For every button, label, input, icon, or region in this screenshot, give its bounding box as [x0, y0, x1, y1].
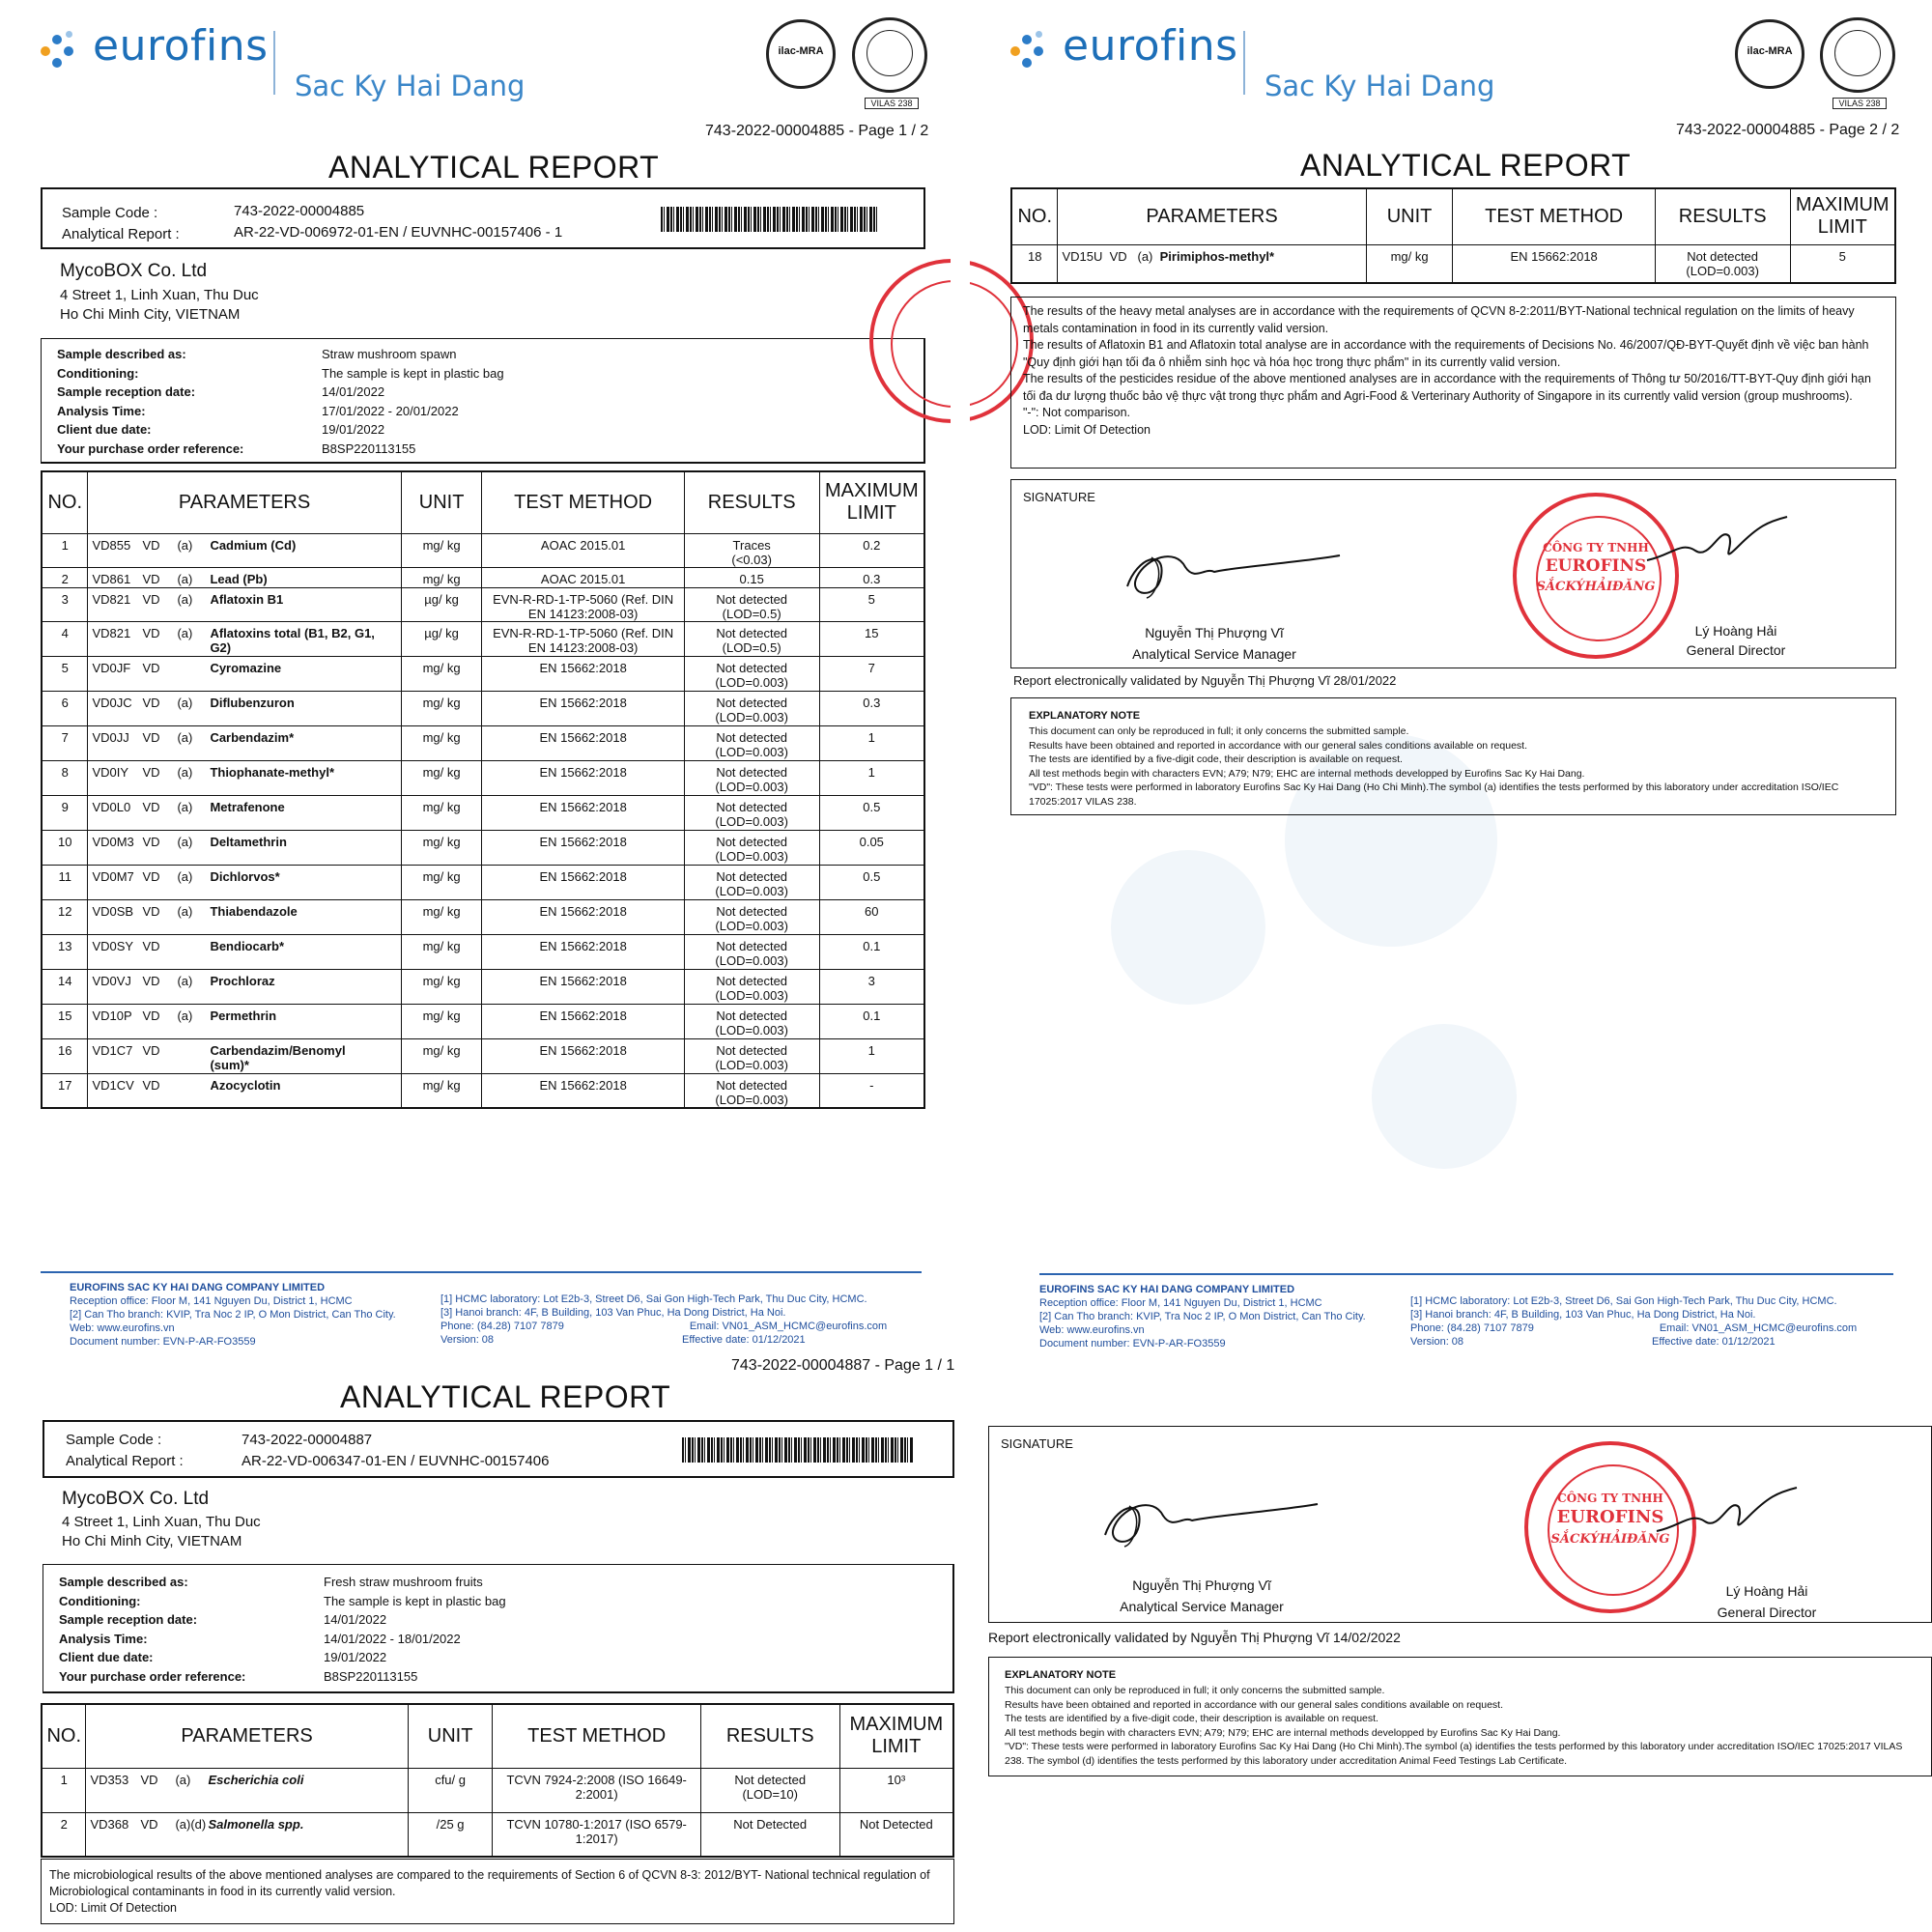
- parameter-cell: VD1C7 VD Carbendazim/Benomyl (sum)*: [88, 1038, 401, 1073]
- results-table: [41, 470, 925, 1109]
- barcode: [682, 1437, 914, 1463]
- column-header-maximum-limit: MAXIMUM LIMIT: [1790, 188, 1895, 244]
- sample-info-box: [41, 338, 925, 464]
- column-header-results: RESULTS: [1655, 188, 1790, 244]
- method-cell: EN 15662:2018: [482, 1038, 684, 1073]
- sample-code: 743-2022-00004887: [242, 1432, 373, 1448]
- parameter-cell: VD0SB VD (a) Thiabendazole: [88, 899, 401, 934]
- info-value: 19/01/2022: [324, 1650, 387, 1664]
- column-header-parameters: PARAMETERS: [86, 1704, 408, 1768]
- info-label: Sample reception date:: [59, 1612, 198, 1627]
- brand-divider: [1243, 31, 1245, 95]
- row-number: 5: [42, 656, 88, 691]
- table-row: [42, 1038, 924, 1073]
- result-cell: Not Detected: [700, 1812, 839, 1857]
- info-value: The sample is kept in plastic bag: [322, 365, 504, 381]
- max-limit-cell: 3: [819, 969, 924, 1004]
- page-number-label: 743-2022-00004885 - Page 2 / 2: [1676, 122, 1900, 138]
- row-number: 2: [42, 567, 88, 587]
- method-cell: EN 15662:2018: [482, 1004, 684, 1038]
- note-line: "-": Not comparison.: [1023, 406, 1130, 419]
- unit-cell: mg/ kg: [401, 567, 482, 587]
- ilac-mra-seal-icon: ilac-MRA: [766, 19, 836, 89]
- method-cell: EN 15662:2018: [482, 760, 684, 795]
- result-cell: Not detected (LOD=10): [700, 1768, 839, 1812]
- parameter-cell: VD1CV VD Azocyclotin: [88, 1073, 401, 1108]
- row-number: 6: [42, 691, 88, 725]
- column-header-unit: UNIT: [401, 471, 482, 533]
- page-number-label: 743-2022-00004885 - Page 1 / 2: [705, 123, 929, 139]
- footer-divider: [1039, 1273, 1893, 1275]
- report-title: ANALYTICAL REPORT: [340, 1379, 671, 1414]
- unit-cell: mg/ kg: [401, 760, 482, 795]
- info-label: Sample reception date:: [57, 384, 196, 399]
- info-label: Your purchase order reference:: [59, 1668, 246, 1684]
- info-value: B8SP220113155: [324, 1668, 418, 1684]
- column-header-parameters: PARAMETERS: [1058, 188, 1366, 244]
- conclusions-box: The microbiological results of the above mentioned analyses are compared to the requirements of Section 6 of QCVN 8-3: 2012/BYT- National technical regulation of Microbiological contaminants in food in its currently valid version. LOD: Limit Of Detection: [41, 1859, 954, 1924]
- table-row: [42, 533, 924, 567]
- unit-cell: mg/ kg: [401, 1004, 482, 1038]
- validation-statement: Report electronically validated by Nguyễn Thị Phượng Vĩ 14/02/2022: [988, 1630, 1401, 1645]
- row-number: 1: [42, 1768, 86, 1812]
- signature-1-image: [1108, 528, 1359, 606]
- row-number: 14: [42, 969, 88, 1004]
- analytical-report-number: AR-22-VD-006347-01-EN / EUVNHC-00157406: [242, 1453, 550, 1469]
- parameter-cell: VD0JF VD Cyromazine: [88, 656, 401, 691]
- method-cell: EN 15662:2018: [482, 865, 684, 899]
- max-limit-cell: 1: [819, 725, 924, 760]
- result-cell: Not detected (LOD=0.003): [684, 656, 819, 691]
- max-limit-cell: 0.5: [819, 795, 924, 830]
- signer-2-name: Lý Hoàng Hải: [1725, 1583, 1808, 1599]
- analytical-report-number: AR-22-VD-006972-01-EN / EUVNHC-00157406 - 1: [234, 224, 563, 241]
- method-cell: EN 15662:2018: [482, 656, 684, 691]
- result-cell: Not detected (LOD=0.003): [684, 1004, 819, 1038]
- max-limit-cell: 10³: [839, 1768, 953, 1812]
- method-cell: EN 15662:2018: [482, 691, 684, 725]
- signature-label: SIGNATURE: [1001, 1436, 1073, 1451]
- table-row: [42, 830, 924, 865]
- unit-cell: mg/ kg: [401, 969, 482, 1004]
- table-row: [42, 865, 924, 899]
- result-cell: Not detected (LOD=0.5): [684, 621, 819, 656]
- note-line: The results of the pesticides residue of the above mentioned analyses are in accordance with the requirements of Thông tư 50/2016/TT-BYT-Quy định giới hạn tối đa dư lượng thuốc bảo vệ thực vật trong thực phẩm and Agri-Food & Verterinary Authority of Singapore in its currently valid version (group mushrooms).: [1023, 372, 1871, 403]
- unit-cell: mg/ kg: [401, 656, 482, 691]
- info-label: Your purchase order reference:: [57, 440, 244, 456]
- column-header-maximum-limit: MAXIMUM LIMIT: [819, 471, 924, 533]
- row-number: 15: [42, 1004, 88, 1038]
- footer-right: [1] HCMC laboratory: Lot E2b-3, Street D6, Sai Gon High-Tech Park, Thu Duc City, HCMC. [3] Hanoi branch: 4F, B Building, 103 Van Phuc, Ha Dong District, Ha Noi. Phone: (84.28) 7107 7879 Email: VN01_ASM_HCMC@eurofins.com Version: 08 Effective date: 01/12/2021: [1410, 1295, 1858, 1348]
- column-header-test-method: TEST METHOD: [1453, 188, 1655, 244]
- table-row: [42, 1812, 953, 1857]
- brand-name: eurofins: [1063, 21, 1238, 71]
- result-cell: Not detected (LOD=0.003): [684, 691, 819, 725]
- info-value: B8SP220113155: [322, 440, 416, 456]
- max-limit-cell: 60: [819, 899, 924, 934]
- info-value: 17/01/2022 - 20/01/2022: [322, 403, 459, 418]
- note-line: All test methods begin with characters EVN; A79; N79; EHC are internal methods developped by Eurofins Sac Ky Hai Dang.: [1005, 1726, 1561, 1739]
- client-address-line1: 4 Street 1, Linh Xuan, Thu Duc: [60, 287, 259, 303]
- result-cell: Not detected (LOD=0.003): [684, 795, 819, 830]
- info-value: 14/01/2022: [322, 384, 385, 399]
- info-value: The sample is kept in plastic bag: [324, 1593, 506, 1608]
- table-row: [42, 934, 924, 969]
- result-cell: Not detected (LOD=0.003): [684, 1038, 819, 1073]
- table-row: [42, 1004, 924, 1038]
- info-label: Sample described as:: [57, 347, 186, 361]
- sample-header-box: Sample Code : 743-2022-00004885 Analytical Report : AR-22-VD-006972-01-EN / EUVNHC-00157406 - 1: [41, 187, 925, 249]
- row-number: 1: [42, 533, 88, 567]
- signature-2-image: [1652, 1478, 1806, 1546]
- method-cell: TCVN 7924-2:2008 (ISO 16649-2:2001): [493, 1768, 700, 1812]
- unit-cell: mg/ kg: [401, 1038, 482, 1073]
- column-header-no: NO.: [42, 471, 88, 533]
- signer-1-name: Nguyễn Thị Phượng Vĩ: [1145, 625, 1284, 640]
- row-number: 11: [42, 865, 88, 899]
- row-number: 7: [42, 725, 88, 760]
- parameter-cell: VD855 VD (a) Cadmium (Cd): [88, 533, 401, 567]
- client-name: MycoBOX Co. Ltd: [60, 261, 208, 281]
- max-limit-cell: -: [819, 1073, 924, 1108]
- info-value: 14/01/2022: [324, 1612, 387, 1627]
- row-number: 2: [42, 1812, 86, 1857]
- client-address-line2: Ho Chi Minh City, VIETNAM: [62, 1533, 242, 1549]
- info-value: 19/01/2022: [322, 422, 385, 437]
- signature-2-image: [1642, 507, 1797, 575]
- parameter-cell: VD0L0 VD (a) Metrafenone: [88, 795, 401, 830]
- parameter-cell: VD0M7 VD (a) Dichlorvos*: [88, 865, 401, 899]
- table-row: [42, 969, 924, 1004]
- result-cell: Not detected (LOD=0.003): [684, 725, 819, 760]
- parameter-cell: VD821 VD (a) Aflatoxin B1: [88, 587, 401, 621]
- table-row: [42, 725, 924, 760]
- info-value: 14/01/2022 - 18/01/2022: [324, 1631, 461, 1646]
- report-title: ANALYTICAL REPORT: [1300, 148, 1632, 183]
- info-label: Client due date:: [59, 1650, 154, 1664]
- result-cell: Not detected (LOD=0.003): [684, 934, 819, 969]
- method-cell: EVN-R-RD-1-TP-5060 (Ref. DIN EN 14123:2008-03): [482, 621, 684, 656]
- table-row: [42, 621, 924, 656]
- row-number: 8: [42, 760, 88, 795]
- table-row: [42, 567, 924, 587]
- result-cell: Not detected (LOD=0.003): [684, 830, 819, 865]
- note-line: The results of Aflatoxin B1 and Aflatoxin total analyse are in accordance with the requirements of Decisions No. 46/2007/QĐ-BYT-Quyết định về việc ban hành "Quy định giới hạn tối đa ô nhiễm sinh học và hóa học trong thực phẩm" in its currently valid version.: [1023, 338, 1869, 369]
- parameter-cell: VD0VJ VD (a) Prochloraz: [88, 969, 401, 1004]
- note-line: LOD: Limit Of Detection: [1023, 422, 1151, 437]
- note-line: The tests are identified by a five-digit code, their description is available on request.: [1029, 753, 1403, 765]
- signer-1-name: Nguyễn Thị Phượng Vĩ: [1132, 1577, 1271, 1593]
- method-cell: EN 15662:2018: [482, 1073, 684, 1108]
- parameter-cell: VD368 VD (a)(d) Salmonella spp.: [86, 1812, 408, 1857]
- max-limit-cell: 7: [819, 656, 924, 691]
- unit-cell: mg/ kg: [401, 830, 482, 865]
- table-row: 18 VD15U VD (a) Pirimiphos-methyl* mg/ kg EN 15662:2018 Not detected (LOD=0.003) 5: [1011, 244, 1895, 283]
- info-label: Sample described as:: [59, 1575, 188, 1589]
- column-header-unit: UNIT: [1366, 188, 1453, 244]
- page-number-label: 743-2022-00004887 - Page 1 / 1: [731, 1357, 955, 1374]
- unit-cell: mg/ kg: [401, 725, 482, 760]
- eurofins-logo-icon: [1010, 29, 1055, 73]
- explanatory-note-box: EXPLANATORY NOTE This document can only be reproduced in full; it only concerns the submitted sample. Results have been obtained and reported in accordance with our general sales conditions available on request. The tests are identified by a five-digit code, their description is available on request. All test methods begin with characters EVN; A79; N79; EHC are internal methods developped by Eurofins Sac Ky Hai Dang. "VD": These tests were performed in laboratory Eurofins Sac Ky Hai Dang (Ho Chi Minh).The symbol (a) identifies the tests performed by this laboratory under accreditation ISO/IEC 17025:2017 VILAS 238. The symbol (d) identifies the tests performed by this laboratory under accreditation Animal Feed Testings Lab Certificate.: [988, 1657, 1932, 1776]
- note-line: Results have been obtained and reported in accordance with our general sales conditions available on request.: [1029, 739, 1528, 752]
- accreditation-seal-icon: VILAS 238: [852, 17, 927, 93]
- column-header-parameters: PARAMETERS: [88, 471, 401, 533]
- max-limit-cell: 15: [819, 621, 924, 656]
- results-table: [41, 1703, 954, 1858]
- table-row: [42, 691, 924, 725]
- info-label: Client due date:: [57, 422, 152, 437]
- note-line: Results have been obtained and reported in accordance with our general sales conditions available on request.: [1005, 1698, 1504, 1711]
- row-number: 4: [42, 621, 88, 656]
- max-limit-cell: 0.2: [819, 533, 924, 567]
- method-cell: EVN-R-RD-1-TP-5060 (Ref. DIN EN 14123:2008-03): [482, 587, 684, 621]
- row-number: 12: [42, 899, 88, 934]
- signer-1-title: Analytical Service Manager: [1132, 646, 1296, 662]
- row-number: 3: [42, 587, 88, 621]
- conclusions-box: [1010, 297, 1896, 469]
- note-line: This document can only be reproduced in full; it only concerns the submitted sample.: [1029, 725, 1409, 737]
- column-header-test-method: TEST METHOD: [493, 1704, 700, 1768]
- row-number: 17: [42, 1073, 88, 1108]
- column-header-no: NO.: [42, 1704, 86, 1768]
- company-stamp: CÔNG TY TNHH EUROFINS SẮCKÝHẢIĐĂNG: [1513, 493, 1679, 659]
- brand-subname: Sac Ky Hai Dang: [1264, 70, 1495, 102]
- explanatory-note-box: EXPLANATORY NOTE This document can only be reproduced in full; it only concerns the submitted sample. Results have been obtained and reported in accordance with our general sales conditions available on request. The tests are identified by a five-digit code, their description is available on request. All test methods begin with characters EVN; A79; N79; EHC are internal methods developped by Eurofins Sac Ky Hai Dang. "VD": These tests were performed in laboratory Eurofins Sac Ky Hai Dang (Ho Chi Minh).The symbol (a) identifies the tests performed by this laboratory under accreditation ISO/IEC 17025:2017 VILAS 238.: [1010, 697, 1896, 815]
- table-row: [42, 1073, 924, 1108]
- client-address-line1: 4 Street 1, Linh Xuan, Thu Duc: [62, 1514, 261, 1530]
- unit-cell: mg/ kg: [401, 795, 482, 830]
- footer-left: EUROFINS SAC KY HAI DANG COMPANY LIMITED Reception office: Floor M, 141 Nguyen Du, District 1, HCMC [2] Can Tho branch: KVIP, Tra Noc 2 IP, O Mon District, Can Tho City. Web: www.eurofins.vn Document number: EVN-P-AR-FO3559: [1039, 1284, 1366, 1350]
- ilac-mra-seal-icon: ilac-MRA: [1735, 19, 1804, 89]
- max-limit-cell: 5: [819, 587, 924, 621]
- parameter-cell: VD0IY VD (a) Thiophanate-methyl*: [88, 760, 401, 795]
- signer-2-title: General Director: [1686, 642, 1786, 658]
- result-cell: 0.15: [684, 567, 819, 587]
- eurofins-logo-icon: [41, 29, 85, 73]
- column-header-maximum-limit: MAXIMUM LIMIT: [839, 1704, 953, 1768]
- company-stamp: CÔNG TY TNHH EUROFINS SẮCKÝHẢIĐĂNG: [1524, 1441, 1696, 1613]
- method-cell: EN 15662:2018: [482, 725, 684, 760]
- parameter-cell: VD353 VD (a) Escherichia coli: [86, 1768, 408, 1812]
- sample-header-box: Sample Code : 743-2022-00004887 Analytical Report : AR-22-VD-006347-01-EN / EUVNHC-00157406: [43, 1420, 954, 1478]
- method-cell: TCVN 10780-1:2017 (ISO 6579-1:2017): [493, 1812, 700, 1857]
- brand-divider: [273, 31, 275, 95]
- max-limit-cell: 0.05: [819, 830, 924, 865]
- table-row: [42, 760, 924, 795]
- note-line: "VD": These tests were performed in laboratory Eurofins Sac Ky Hai Dang (Ho Chi Minh).The symbol (a) identifies the tests performed by this laboratory under accreditation ISO/IEC 17025:2017 VILAS 238.: [1029, 781, 1839, 808]
- parameter-cell: VD861 VD (a) Lead (Pb): [88, 567, 401, 587]
- parameter-cell: VD10P VD (a) Permethrin: [88, 1004, 401, 1038]
- note-line: All test methods begin with characters EVN; A79; N79; EHC are internal methods developped by Eurofins Sac Ky Hai Dang.: [1029, 767, 1585, 780]
- max-limit-cell: 1: [819, 760, 924, 795]
- sample-code: 743-2022-00004885: [234, 203, 365, 219]
- background-watermark-shape: [1111, 850, 1265, 1005]
- barcode: [661, 207, 879, 232]
- page-edge: [951, 0, 970, 1352]
- unit-cell: mg/ kg: [401, 865, 482, 899]
- max-limit-cell: 0.1: [819, 934, 924, 969]
- background-watermark-shape: [1372, 1024, 1517, 1169]
- unit-cell: mg/ kg: [401, 1073, 482, 1108]
- brand-subname: Sac Ky Hai Dang: [295, 70, 526, 102]
- signer-1-title: Analytical Service Manager: [1120, 1599, 1284, 1614]
- info-label: Analysis Time:: [59, 1631, 148, 1646]
- result-cell: Not detected (LOD=0.003): [684, 899, 819, 934]
- note-line: "VD": These tests were performed in laboratory Eurofins Sac Ky Hai Dang (Ho Chi Minh).The symbol (a) identifies the tests performed by this laboratory under accreditation ISO/IEC 17025:2017 VILAS 238. The symbol (d) identifies the tests performed by this laboratory under accreditation Animal Feed Testings Lab Certificate.: [1005, 1741, 1903, 1767]
- info-label: Conditioning:: [59, 1593, 141, 1608]
- note-line: The results of the heavy metal analyses are in accordance with the requirements of QCVN 8-2:2011/BYT-National technical regulation on the limits of heavy metals contamination in food in its currently valid version.: [1023, 304, 1855, 335]
- result-cell: Traces (<0.03): [684, 533, 819, 567]
- row-number: 9: [42, 795, 88, 830]
- parameter-cell: VD821 VD (a) Aflatoxins total (B1, B2, G1, G2): [88, 621, 401, 656]
- unit-cell: µg/ kg: [401, 621, 482, 656]
- signer-2-title: General Director: [1717, 1605, 1817, 1620]
- unit-cell: cfu/ g: [408, 1768, 493, 1812]
- results-table: [1010, 187, 1896, 284]
- parameter-cell: VD0JJ VD (a) Carbendazim*: [88, 725, 401, 760]
- unit-cell: mg/ kg: [401, 934, 482, 969]
- result-cell: Not detected (LOD=0.003): [684, 1073, 819, 1108]
- row-number: 13: [42, 934, 88, 969]
- footer-left: EUROFINS SAC KY HAI DANG COMPANY LIMITED Reception office: Floor M, 141 Nguyen Du, District 1, HCMC [2] Can Tho branch: KVIP, Tra Noc 2 IP, O Mon District, Can Tho City. Web: www.eurofins.vn Document number: EVN-P-AR-FO3559: [70, 1282, 396, 1348]
- info-label: Analysis Time:: [57, 403, 146, 418]
- max-limit-cell: 0.3: [819, 567, 924, 587]
- sample-info-box: [43, 1564, 954, 1693]
- method-cell: EN 15662:2018: [482, 934, 684, 969]
- table-row: [42, 795, 924, 830]
- max-limit-cell: 1: [819, 1038, 924, 1073]
- table-row: [42, 1768, 953, 1812]
- table-row: [42, 899, 924, 934]
- max-limit-cell: 0.5: [819, 865, 924, 899]
- note-line: This document can only be reproduced in full; it only concerns the submitted sample.: [1005, 1685, 1385, 1696]
- brand-name: eurofins: [93, 21, 269, 71]
- report-title: ANALYTICAL REPORT: [328, 150, 660, 185]
- method-cell: AOAC 2015.01: [482, 533, 684, 567]
- signature-1-image: [1086, 1477, 1337, 1554]
- client-name: MycoBOX Co. Ltd: [62, 1489, 210, 1509]
- max-limit-cell: 0.3: [819, 691, 924, 725]
- table-row: [42, 656, 924, 691]
- footer-divider: [41, 1271, 922, 1273]
- accreditation-seal-icon: VILAS 238: [1820, 17, 1895, 93]
- validation-statement: Report electronically validated by Nguyễn Thị Phượng Vĩ 28/01/2022: [1013, 673, 1397, 688]
- column-header-test-method: TEST METHOD: [482, 471, 684, 533]
- footer-right: [1] HCMC laboratory: Lot E2b-3, Street D6, Sai Gon High-Tech Park, Thu Duc City, HCMC. [3] Hanoi branch: 4F, B Building, 103 Van Phuc, Ha Dong District, Ha Noi. Phone: (84.28) 7107 7879 Email: VN01_ASM_HCMC@eurofins.com Version: 08 Effective date: 01/12/2021: [440, 1293, 888, 1346]
- method-cell: AOAC 2015.01: [482, 567, 684, 587]
- column-header-no: NO.: [1011, 188, 1058, 244]
- parameter-cell: VD0M3 VD (a) Deltamethrin: [88, 830, 401, 865]
- unit-cell: mg/ kg: [401, 691, 482, 725]
- info-label: Conditioning:: [57, 365, 139, 381]
- row-number: 10: [42, 830, 88, 865]
- unit-cell: mg/ kg: [401, 533, 482, 567]
- method-cell: EN 15662:2018: [482, 969, 684, 1004]
- parameter-cell: VD0SY VD Bendiocarb*: [88, 934, 401, 969]
- result-cell: Not detected (LOD=0.5): [684, 587, 819, 621]
- unit-cell: mg/ kg: [401, 899, 482, 934]
- note-line: The tests are identified by a five-digit code, their description is available on request.: [1005, 1713, 1378, 1724]
- result-cell: Not detected (LOD=0.003): [684, 760, 819, 795]
- info-value: Fresh straw mushroom fruits: [324, 1575, 483, 1589]
- max-limit-cell: Not Detected: [839, 1812, 953, 1857]
- max-limit-cell: 0.1: [819, 1004, 924, 1038]
- row-number: 16: [42, 1038, 88, 1073]
- column-header-results: RESULTS: [684, 471, 819, 533]
- unit-cell: /25 g: [408, 1812, 493, 1857]
- column-header-unit: UNIT: [408, 1704, 493, 1768]
- client-address-line2: Ho Chi Minh City, VIETNAM: [60, 306, 241, 323]
- method-cell: EN 15662:2018: [482, 830, 684, 865]
- parameter-cell: VD0JC VD (a) Diflubenzuron: [88, 691, 401, 725]
- unit-cell: µg/ kg: [401, 587, 482, 621]
- signature-label: SIGNATURE: [1023, 490, 1095, 504]
- info-value: Straw mushroom spawn: [322, 347, 457, 361]
- table-row: [42, 587, 924, 621]
- method-cell: EN 15662:2018: [482, 899, 684, 934]
- result-cell: Not detected (LOD=0.003): [684, 969, 819, 1004]
- method-cell: EN 15662:2018: [482, 795, 684, 830]
- signer-2-name: Lý Hoàng Hải: [1694, 623, 1777, 639]
- column-header-results: RESULTS: [700, 1704, 839, 1768]
- result-cell: Not detected (LOD=0.003): [684, 865, 819, 899]
